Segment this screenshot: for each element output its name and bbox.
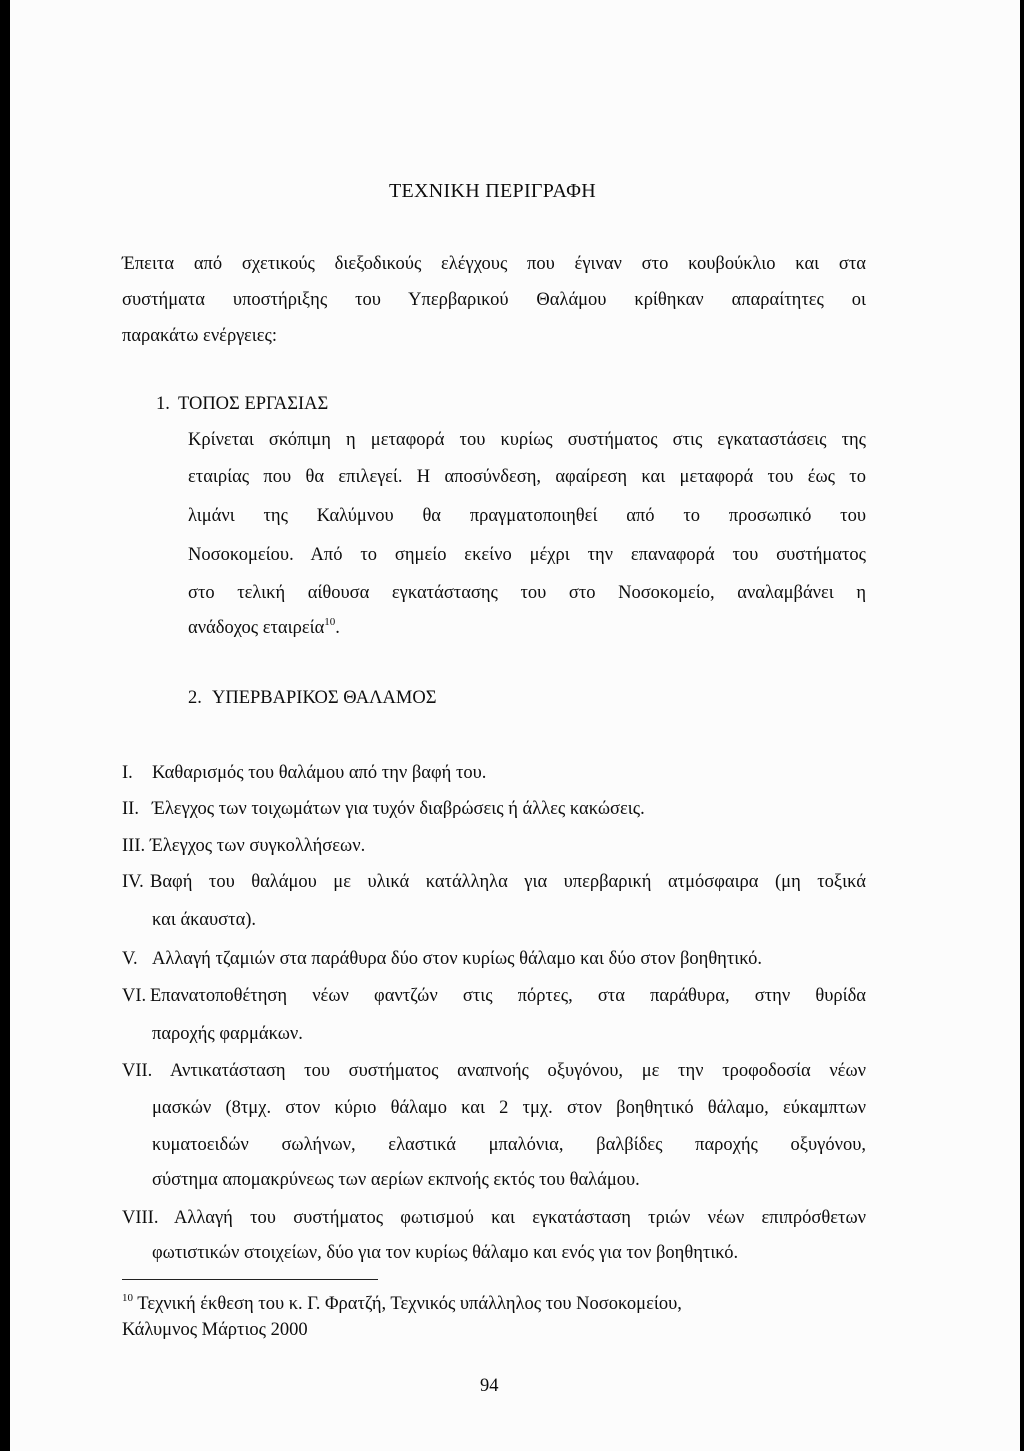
item-text: Αντικατάσταση του συστήματος αναπνοής οξυγόνου, με την τροφοδοσία νέων: [170, 1061, 866, 1081]
page-number: 94: [480, 1376, 499, 1396]
item-text: Αλλαγή του συστήματος φωτισμού και εγκατάσταση τριών νέων επιπρόσθετων: [174, 1208, 866, 1228]
item-text: Έλεγχος των τοιχωμάτων για τυχόν διαβρώσεις ή άλλες κακώσεις.: [152, 799, 645, 819]
section-1-last-line-end: .: [335, 618, 340, 638]
intro-line: συστήματα υποστήριξης του Υπερβαρικού Θαλάμου κρίθηκαν απαραίτητες οι: [122, 290, 866, 310]
item-text: και άκαυστα).: [152, 910, 257, 930]
intro-line: Έπειτα από σχετικούς διεξοδικούς ελέγχους που έγιναν στο κουβούκλιο και στα: [122, 254, 866, 274]
intro-line: παρακάτω ενέργειες:: [122, 326, 278, 346]
section-1-line: Νοσοκομείου. Από το σημείο εκείνο μέχρι την επαναφορά του συστήματος: [188, 545, 866, 565]
item-text: φωτιστικών στοιχείων, δύο για τον κυρίως θάλαμο και ενός για τον βοηθητικό.: [152, 1243, 739, 1263]
item-number: VII.: [122, 1061, 153, 1081]
section-2-heading: ΥΠΕΡΒΑΡΙΚΟΣ ΘΑΛΑΜΟΣ: [212, 688, 437, 708]
section-1-line: στο τελική αίθουσα εγκατάστασης του στο Νοσοκομείο, αναλαμβάνει η: [188, 583, 866, 603]
document-page: [10, 0, 1020, 1451]
item-text: Έλεγχος των συγκολλήσεων.: [150, 836, 366, 856]
item-text: Επανατοποθέτηση νέων φαντζών στις πόρτες, στα παράθυρα, στην θυρίδα: [150, 986, 866, 1006]
section-1-last-line-text: ανάδοχος εταιρεία: [188, 618, 325, 638]
item-text: κυματοειδών σωλήνων, ελαστικά μπαλόνια, βαλβίδες παροχής οξυγόνου,: [152, 1135, 866, 1155]
item-text: Αλλαγή τζαμιών στα παράθυρα δύο στον κυρίως θάλαμο και δύο στον βοηθητικό.: [152, 949, 763, 969]
item-number: I.: [122, 763, 133, 783]
item-number: VIII.: [122, 1208, 159, 1228]
footnote-text: Τεχνική έκθεση του κ. Γ. Φρατζή, Τεχνικός υπάλληλος του Νοσοκομείου,: [137, 1294, 682, 1314]
section-2-number: 2.: [188, 688, 202, 708]
section-1-line: εταιρίας που θα επιλεγεί. Η αποσύνδεση, αφαίρεση και μεταφορά του έως το: [188, 467, 866, 487]
section-1-heading: ΤΟΠΟΣ ΕΡΓΑΣΙΑΣ: [178, 394, 329, 414]
item-text: σύστημα απομακρύνεως των αερίων εκπνοής εκτός του θαλάμου.: [152, 1170, 640, 1190]
footnote-line: [122, 1294, 682, 1315]
section-1-line: λιμάνι της Καλύμνου θα πραγματοποιηθεί από το προσωπικό του: [188, 506, 866, 526]
footnote-marker: 10: [122, 1292, 133, 1304]
footnote-separator: [122, 1279, 378, 1280]
item-text: παροχής φαρμάκων.: [152, 1024, 303, 1044]
item-number: V.: [122, 949, 138, 969]
item-text: μασκών (8τμχ. στον κύριο θάλαμο και 2 τμχ. στον βοηθητικό θάλαμο, εύκαμπτων: [152, 1098, 866, 1118]
item-number: III.: [122, 836, 146, 856]
item-number: II.: [122, 799, 139, 819]
section-1-line: Κρίνεται σκόπιμη η μεταφορά του κυρίως συστήματος στις εγκαταστάσεις της: [188, 430, 866, 450]
footnote-reference: 10: [324, 616, 336, 628]
item-number: IV.: [122, 872, 144, 892]
footnote-line-2: Κάλυμνος Μάρτιος 2000: [122, 1320, 308, 1340]
section-1-last-line: [188, 618, 340, 639]
page-title: ΤΕΧΝΙΚΗ ΠΕΡΙΓΡΑΦΗ: [389, 180, 596, 202]
section-1-number: 1.: [156, 394, 170, 414]
item-text: Βαφή του θαλάμου με υλικά κατάλληλα για υπερβαρική ατμόσφαιρα (μη τοξικά: [150, 872, 866, 892]
item-text: Καθαρισμός του θαλάμου από την βαφή του.: [152, 763, 487, 783]
item-number: VI.: [122, 986, 147, 1006]
